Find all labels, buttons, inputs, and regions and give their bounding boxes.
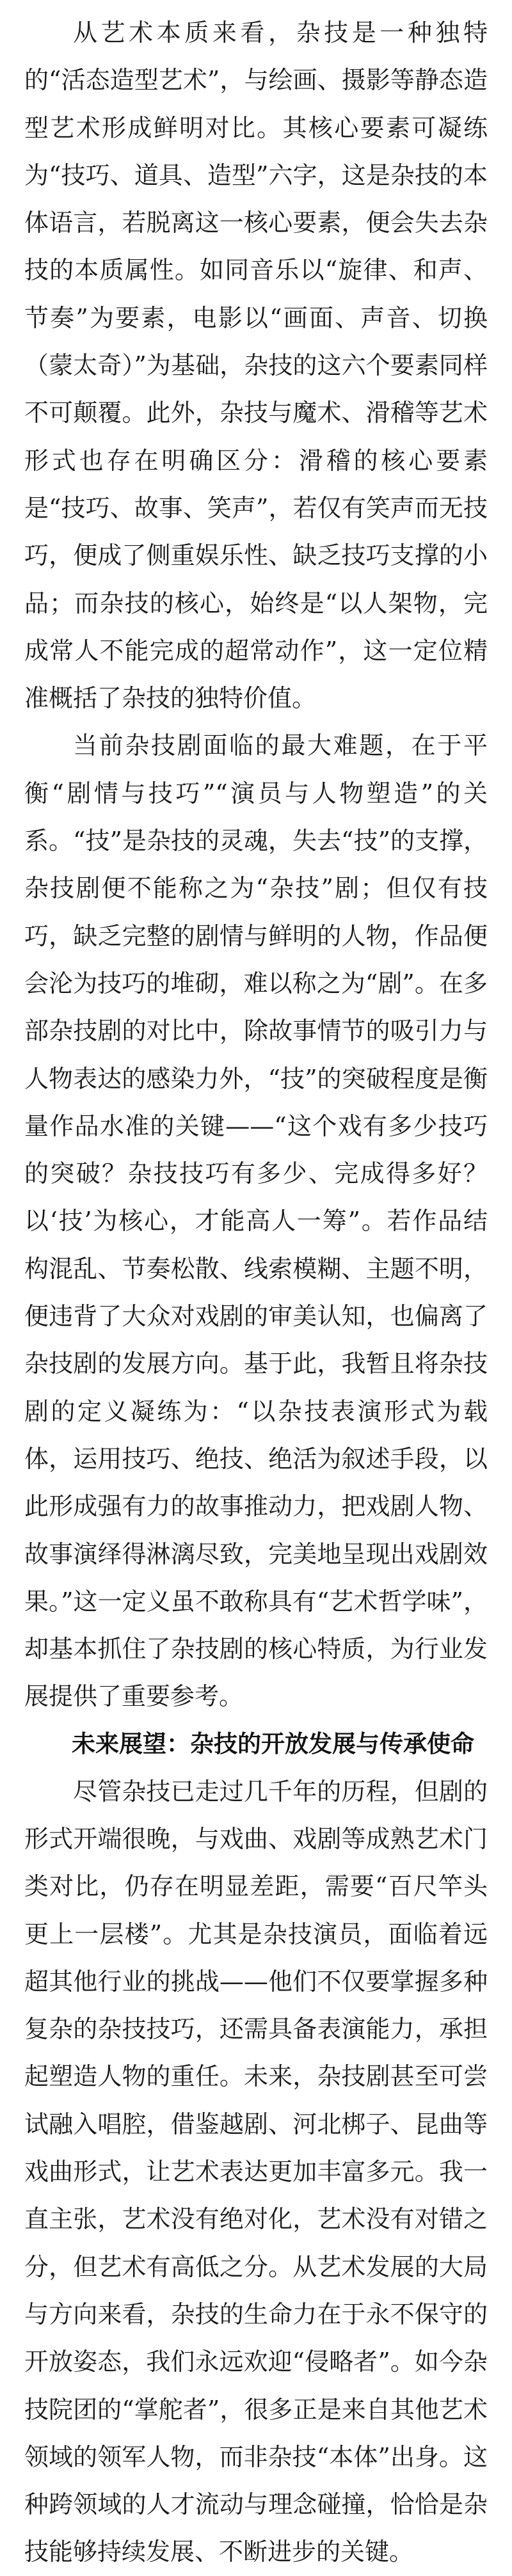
body-paragraph-art-essence: 从艺术本质来看，杂技是一种独特的“活态造型艺术”，与绘画、摄影等静态造型艺术形成鲜明对比。其核心要素可凝练为“技巧、道具、造型”六字，这是杂技的本体语言，若脱离这一核心要素，便会失去杂技的本质属性。如同音乐以“旋律、和声、节奏”为要素，电影以“画面、声音、切换（蒙太奇）”为基础，杂技的这六个要素同样不可颠覆。此外，杂技与魔术、滑稽等艺术形式也存在明确区分：滑稽的核心要素是“技巧、故事、笑声”，若仅有笑声而无技巧，便成了侧重娱乐性、缺乏技巧支撑的小品；而杂技的核心，始终是“以人架物，完成常人不能完成的超常动作”，这一定位精准概括了杂技的独特价值。 [24, 19, 488, 713]
section-heading: 未来展望：杂技的开放发展与传承使命 [72, 1729, 474, 1758]
body-paragraph-future-outlook: 尽管杂技已走过几千年的历程，但剧的形式开端很晚，与戏曲、戏剧等成熟艺术门类对比，仍存在明显差距，需要“百尺竿头更上一层楼”。尤其是杂技演员，面临着远超其他行业的挑战——他们不仅要掌握多种复杂的杂技技巧，还需具备表演能力，承担起塑造人物的重任。未来，杂技剧甚至可尝试融入唱腔，借鉴越剧、河北梆子、昆曲等戏曲形式，让艺术表达更加丰富多元。我一直主张，艺术没有绝对化，艺术没有对错之分，但艺术有高低之分。从艺术发展的大局与方向来看，杂技的生命力在于永不保守的开放姿态，我们永远欢迎“侵略者”。如今杂技院团的“掌舵者”，很多正是来自其他艺术领域的领军人物，而非杂技“本体”出身。这种跨领域的人才流动与理念碰撞，恰恰是杂技能够持续发展、不断进步的关键。 [24, 1777, 488, 2566]
body-paragraph-acrobatic-drama-challenge: 当前杂技剧面临的最大难题，在于平衡“剧情与技巧”“演员与人物塑造”的关系。“技”是杂技的灵魂，失去“技”的支撑，杂技剧便不能称之为“杂技”剧；但仅有技巧，缺乏完整的剧情与鲜明的人物，作品便会沦为技巧的堆砌，难以称之为“剧”。在多部杂技剧的对比中，除故事情节的吸引力与人物表达的感染力外，“技”的突破程度是衡量作品水准的关键——“这个戏有多少技巧的突破？杂技技巧有多少、完成得多好？以‘技’为核心，才能高人一筹”。若作品结构混乱、节奏松散、线索模糊、主题不明，便违背了大众对戏剧的审美认知，也偏离了杂技剧的发展方向。基于此，我暂且将杂技剧的定义凝练为：“以杂技表演形式为载体，运用技巧、绝技、绝活为叙述手段，以此形成强有力的故事推动力，把戏剧人物、故事演绎得淋漓尽致，完美地呈现出戏剧效果。”这一定义虽不敢称具有“艺术哲学味”，却基本抓住了杂技剧的核心特质，为行业发展提供了重要参考。 [24, 731, 488, 1711]
